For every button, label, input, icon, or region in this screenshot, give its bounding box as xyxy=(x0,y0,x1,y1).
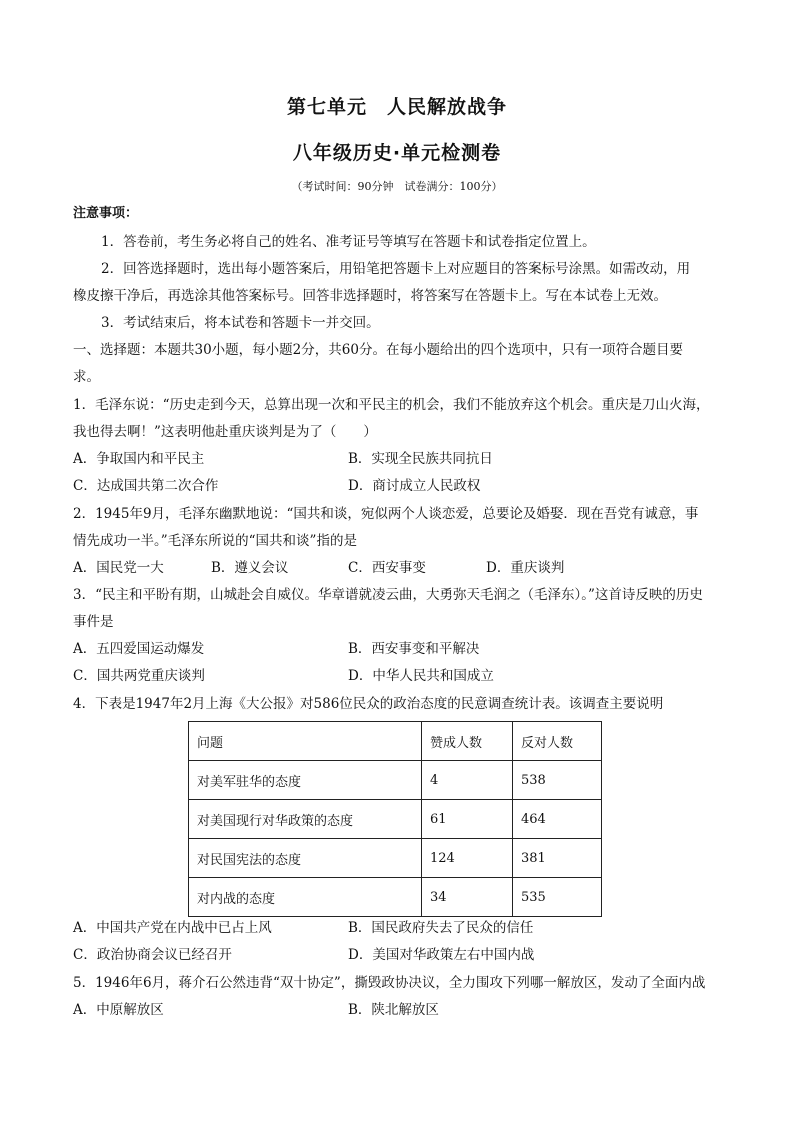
question-2-option-d[interactable]: D．重庆谈判 xyxy=(486,560,565,576)
question-1-option-d[interactable]: D．商讨成立人民政权 xyxy=(348,478,481,494)
table-header-cell: 反对人数 xyxy=(513,722,602,761)
table-cell: 对内战的态度 xyxy=(189,878,422,917)
section-1-heading: 一、选择题：本题共30小题，每小题2分，共60分。在每小题给出的四个选项中，只有一项符合题目要 xyxy=(73,342,683,358)
table-cell: 4 xyxy=(422,761,513,800)
table-header-row xyxy=(189,722,602,761)
question-2-option-b[interactable]: B．遵义会议 xyxy=(211,560,289,576)
notice-item-2-line-2: 橡皮擦干净后，再选涂其他答案标号。回答非选择题时，将答案写在答题卡上。写在本试卷上无效。 xyxy=(73,288,667,304)
question-4-option-d[interactable]: D．美国对华政策左右中国内战 xyxy=(348,947,535,963)
notice-item-1: 1．答卷前，考生务必将自己的姓名、准考证号等填写在答题卡和试卷指定位置上。 xyxy=(101,234,596,250)
question-3-option-a[interactable]: A．五四爱国运动爆发 xyxy=(73,641,205,657)
table-row xyxy=(189,878,602,917)
table-cell: 464 xyxy=(513,800,602,839)
table-row xyxy=(189,761,602,800)
question-1-option-a[interactable]: A．争取国内和平民主 xyxy=(73,451,205,467)
table-cell: 535 xyxy=(513,878,602,917)
question-1-stem-cont: 我也得去啊！”这表明他赴重庆谈判是为了（ ） xyxy=(73,424,377,440)
table-header-cell: 问题 xyxy=(189,722,422,761)
table-header-cell: 赞成人数 xyxy=(422,722,513,761)
table-row xyxy=(189,839,602,878)
notice-item-3: 3．考试结束后，将本试卷和答题卡一并交回。 xyxy=(101,315,380,331)
page-subtitle: 八年级历史·单元检测卷 xyxy=(292,142,502,164)
table-cell: 对美国现行对华政策的态度 xyxy=(189,800,422,839)
question-4-stem: 4．下表是1947年2月上海《大公报》对586位民众的政治态度的民意调查统计表。该调查主要说明 xyxy=(73,696,664,712)
notice-heading: 注意事项： xyxy=(73,206,139,221)
question-5-option-b[interactable]: B．陕北解放区 xyxy=(348,1002,439,1018)
question-1-stem: 1．毛泽东说：“历史走到今天，总算出现一次和平民主的机会，我们不能放弃这个机会。重庆是刀山火海， xyxy=(73,397,710,413)
question-1-option-b[interactable]: B．实现全民族共同抗日 xyxy=(348,451,493,467)
question-2-stem: 2．1945年9月，毛泽东幽默地说：“国共和谈，宛似两个人谈恋爱，总要论及婚娶．现在吾党有诚意，事 xyxy=(73,506,699,522)
table-cell: 对美军驻华的态度 xyxy=(189,761,422,800)
table-cell: 34 xyxy=(422,878,513,917)
question-3-option-c[interactable]: C．国共两党重庆谈判 xyxy=(73,668,205,684)
question-3-option-b[interactable]: B．西安事变和平解决 xyxy=(348,641,480,657)
survey-table xyxy=(188,721,602,917)
table-row xyxy=(189,800,602,839)
table-cell: 124 xyxy=(422,839,513,878)
question-3-option-d[interactable]: D．中华人民共和国成立 xyxy=(348,668,494,684)
question-3-stem: 3．“民主和平盼有期，山城赴会自威仪。华章谱就凌云曲，大勇弥天毛润之（毛泽东）。”这首诗反映的历史 xyxy=(73,587,703,603)
question-4-option-c[interactable]: C．政治协商会议已经召开 xyxy=(73,947,232,963)
question-2-stem-cont: 情先成功一半。”毛泽东所说的“国共和谈”指的是 xyxy=(73,533,357,549)
question-4-option-a[interactable]: A．中国共产党在内战中已占上风 xyxy=(73,920,272,936)
table-cell: 538 xyxy=(513,761,602,800)
table-cell: 对民国宪法的态度 xyxy=(189,839,422,878)
exam-meta: （考试时间：90分钟 试卷满分：100分） xyxy=(291,180,503,193)
question-2-option-a[interactable]: A．国民党一大 xyxy=(73,560,164,576)
question-2-option-c[interactable]: C．西安事变 xyxy=(348,560,426,576)
notice-item-2-line-1: 2．回答选择题时，选出每小题答案后，用铅笔把答题卡上对应题目的答案标号涂黑。如需改动，用 xyxy=(101,261,691,277)
table-cell: 381 xyxy=(513,839,602,878)
question-4-option-b[interactable]: B．国民政府失去了民众的信任 xyxy=(348,920,534,936)
page-title: 第七单元 人民解放战争 xyxy=(286,96,507,118)
table-cell: 61 xyxy=(422,800,513,839)
question-3-stem-cont: 事件是 xyxy=(73,614,114,630)
section-1-heading-cont: 求。 xyxy=(73,369,100,385)
question-1-option-c[interactable]: C．达成国共第二次合作 xyxy=(73,478,219,494)
question-5-stem: 5．1946年6月，蒋介石公然违背“双十协定”，撕毁政协决议，全力围攻下列哪一解放区，发动了全面内战 xyxy=(73,975,706,991)
question-5-option-a[interactable]: A．中原解放区 xyxy=(73,1002,164,1018)
